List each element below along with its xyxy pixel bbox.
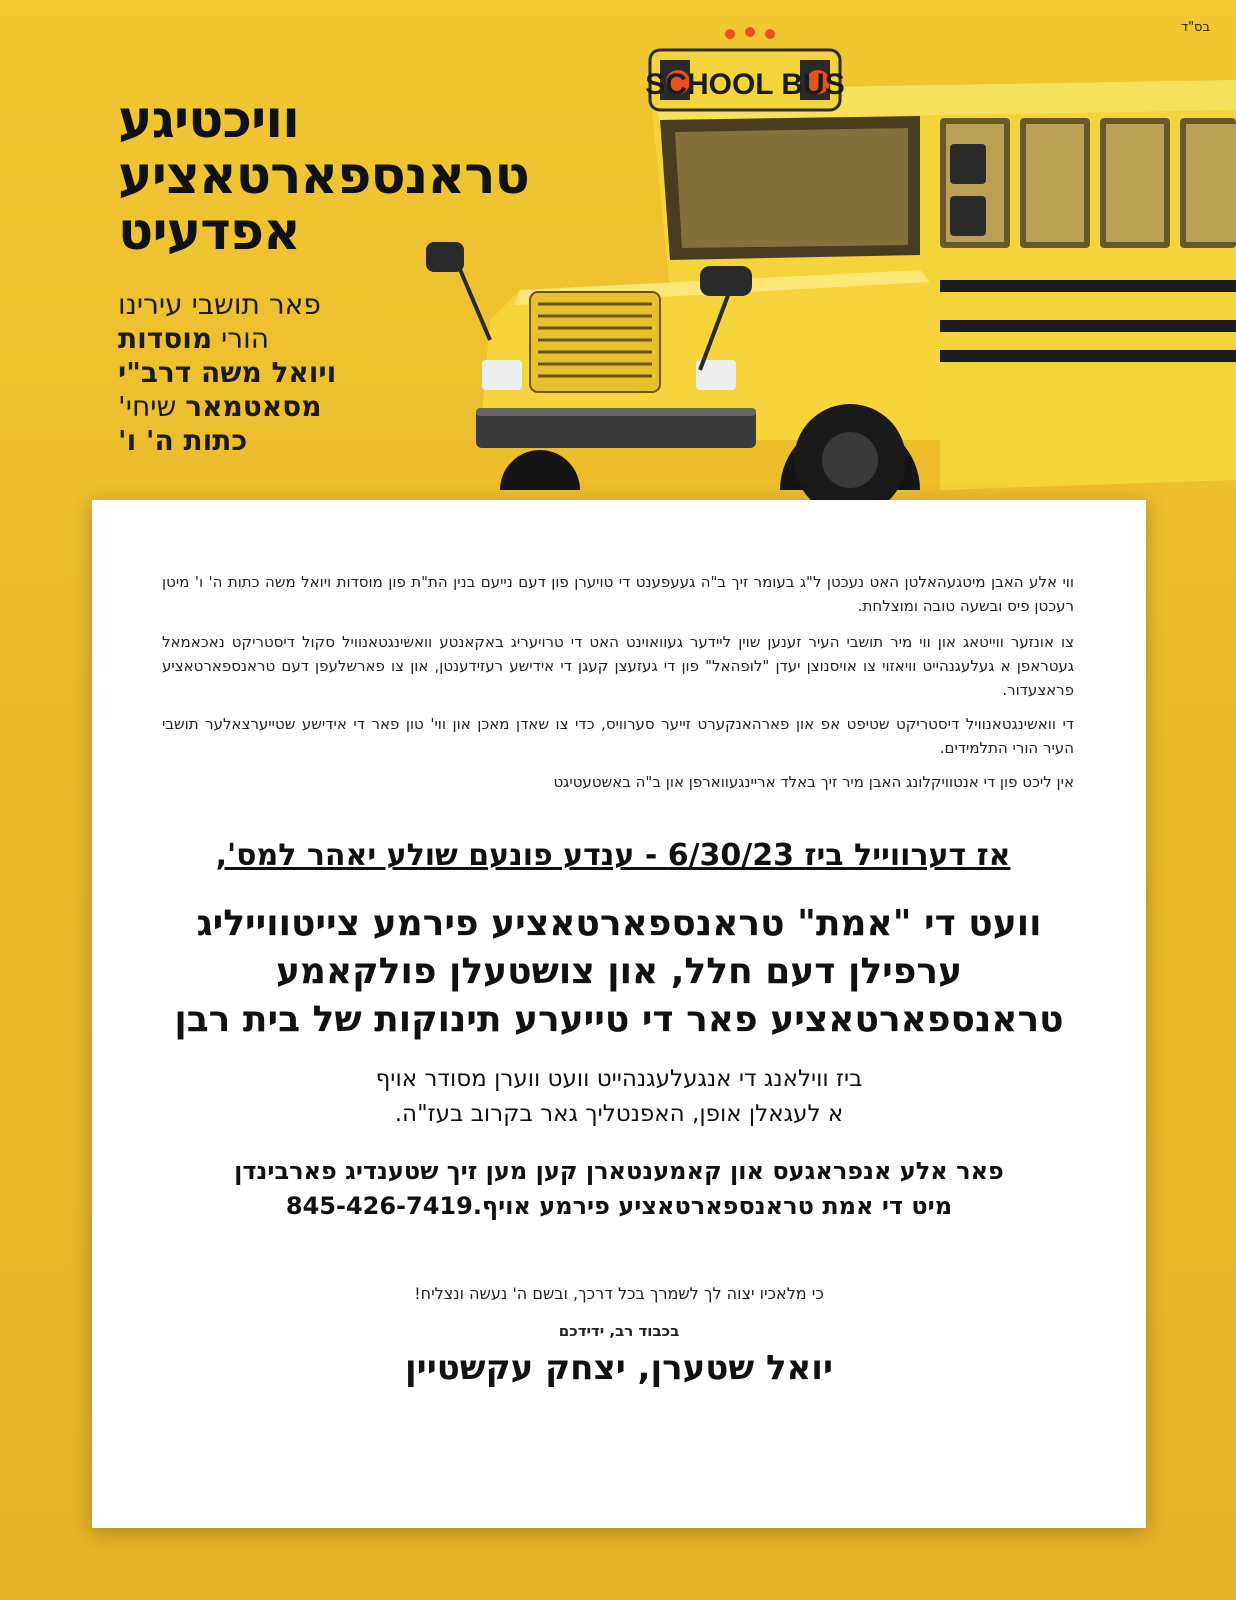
subtitle-line-4-suffix: שיחי' bbox=[118, 390, 186, 423]
main-line-3: טראנספארטאציע פאר די טייערע תינוקות של בית רבן bbox=[174, 999, 1064, 1040]
main-line-1: וועט די "אמת" טראנספארטאציע פירמע צייטווייליג bbox=[196, 903, 1042, 944]
date-line: אז דערווייל ביז 6/30/23 - ענדע פונעם שולע יאהר למס', bbox=[215, 838, 1011, 873]
subtitle-line-5-bold: כתות ה' ו' bbox=[118, 424, 248, 457]
subtitle-line-5 bbox=[118, 424, 418, 458]
main-line-2: ערפילן דעם חלל, און צושטעלן פולקאמע bbox=[275, 951, 963, 992]
title-line-1: וויכטיגע bbox=[118, 90, 299, 150]
sub-line-2: א לעגאלן אופן, האפנטליך גאר בקרוב בעז"ה. bbox=[394, 1101, 844, 1127]
subtitle-line-4 bbox=[118, 390, 418, 424]
subtitle-line-2 bbox=[118, 322, 418, 356]
contact-line-1: פאר אלע אנפראגעס און קאמענטארן קען מען זיך שטענדיג פארבינדן bbox=[234, 1157, 1004, 1185]
subtitle-line-3 bbox=[118, 356, 418, 390]
audience-subtitle bbox=[118, 288, 418, 458]
bsd-mark: בס"ד bbox=[1180, 20, 1210, 35]
paragraph-1: ווי אלע האבן מיטגעהאלטן האט נעכטן ל"ג בעומר זיך ב"ה געעפענט די טויערן פון דעם נייעם בנין הת"ת פון מוסדות ויואל משה כתות ה' ו' מיטן רעכטן פיס ובשעה טובה ומוצלחת. bbox=[162, 573, 1074, 615]
school-bus-sign-text: SCHOOL BUS bbox=[645, 68, 845, 101]
title-line-3: אפדעיט bbox=[118, 202, 300, 262]
regards-line: בכבוד רב, ידידכם bbox=[558, 1322, 680, 1340]
paragraph-4: אין ליכט פון די אנטוויקלונג האבן מיר זיך באלד אריינגעווארפן און ב"ה באשטעטיגט bbox=[553, 773, 1074, 791]
subtitle-line-1: פאר תושבי עירינו bbox=[118, 288, 321, 321]
subtitle-line-4-bold: מסאטמאר bbox=[185, 390, 322, 423]
letter-card bbox=[92, 500, 1146, 1528]
sub-announcement bbox=[192, 1062, 1046, 1132]
subtitle-line-3-bold: ויואל משה דרב"י bbox=[118, 356, 337, 389]
sub-line-1: ביז ווילאנג די אנגעלעגנהייט וועט ווערן מסודר אויף bbox=[375, 1066, 863, 1092]
contact-line-2: מיט די אמת טראנספארטאציע פירמע אויף.845-426-7419 bbox=[285, 1192, 953, 1220]
main-announcement bbox=[132, 900, 1106, 1044]
signers: יואל שטערן, יצחק עקשטיין bbox=[405, 1348, 833, 1388]
blessing-verse: כי מלאכיו יצוה לך לשמרך בכל דרכך, ובשם ה' נעשה ונצליח! bbox=[414, 1284, 824, 1303]
subtitle-line-2-prefix: הורי bbox=[212, 322, 269, 355]
paragraph-2: צו אונזער ווייטאג און ווי מיר תושבי העיר זענען שוין ליידער געוואוינט האט די טרויעריג באקאנטע וואשינגטאנוויל סקול דיסטריקט נאכאמאל געטראפן א געלעגנהייט וויאזוי צו אויסנוצן יעדן "לופהאל" פון די געזעצן קעגן די אידישע רעזידענטן, און צו פארשלעפן דעם טראנספארטאציע פראצעדור. bbox=[162, 633, 1074, 699]
contact-info bbox=[152, 1154, 1086, 1224]
title-line-2: טראנספארטאציע bbox=[118, 146, 529, 206]
subtitle-line-2-bold: מוסדות bbox=[118, 322, 213, 355]
paragraph-3: די וואשינגטאנוויל דיסטריקט שטיפט אפ און פארהאנקערט זייער סערוויס, כדי צו שאדן מאכן און ווי' טון פאר די אידישע שטייערצאלער תושבי העיר הורי התלמידים. bbox=[162, 715, 1074, 757]
school-bus-illustration bbox=[420, 20, 1236, 520]
